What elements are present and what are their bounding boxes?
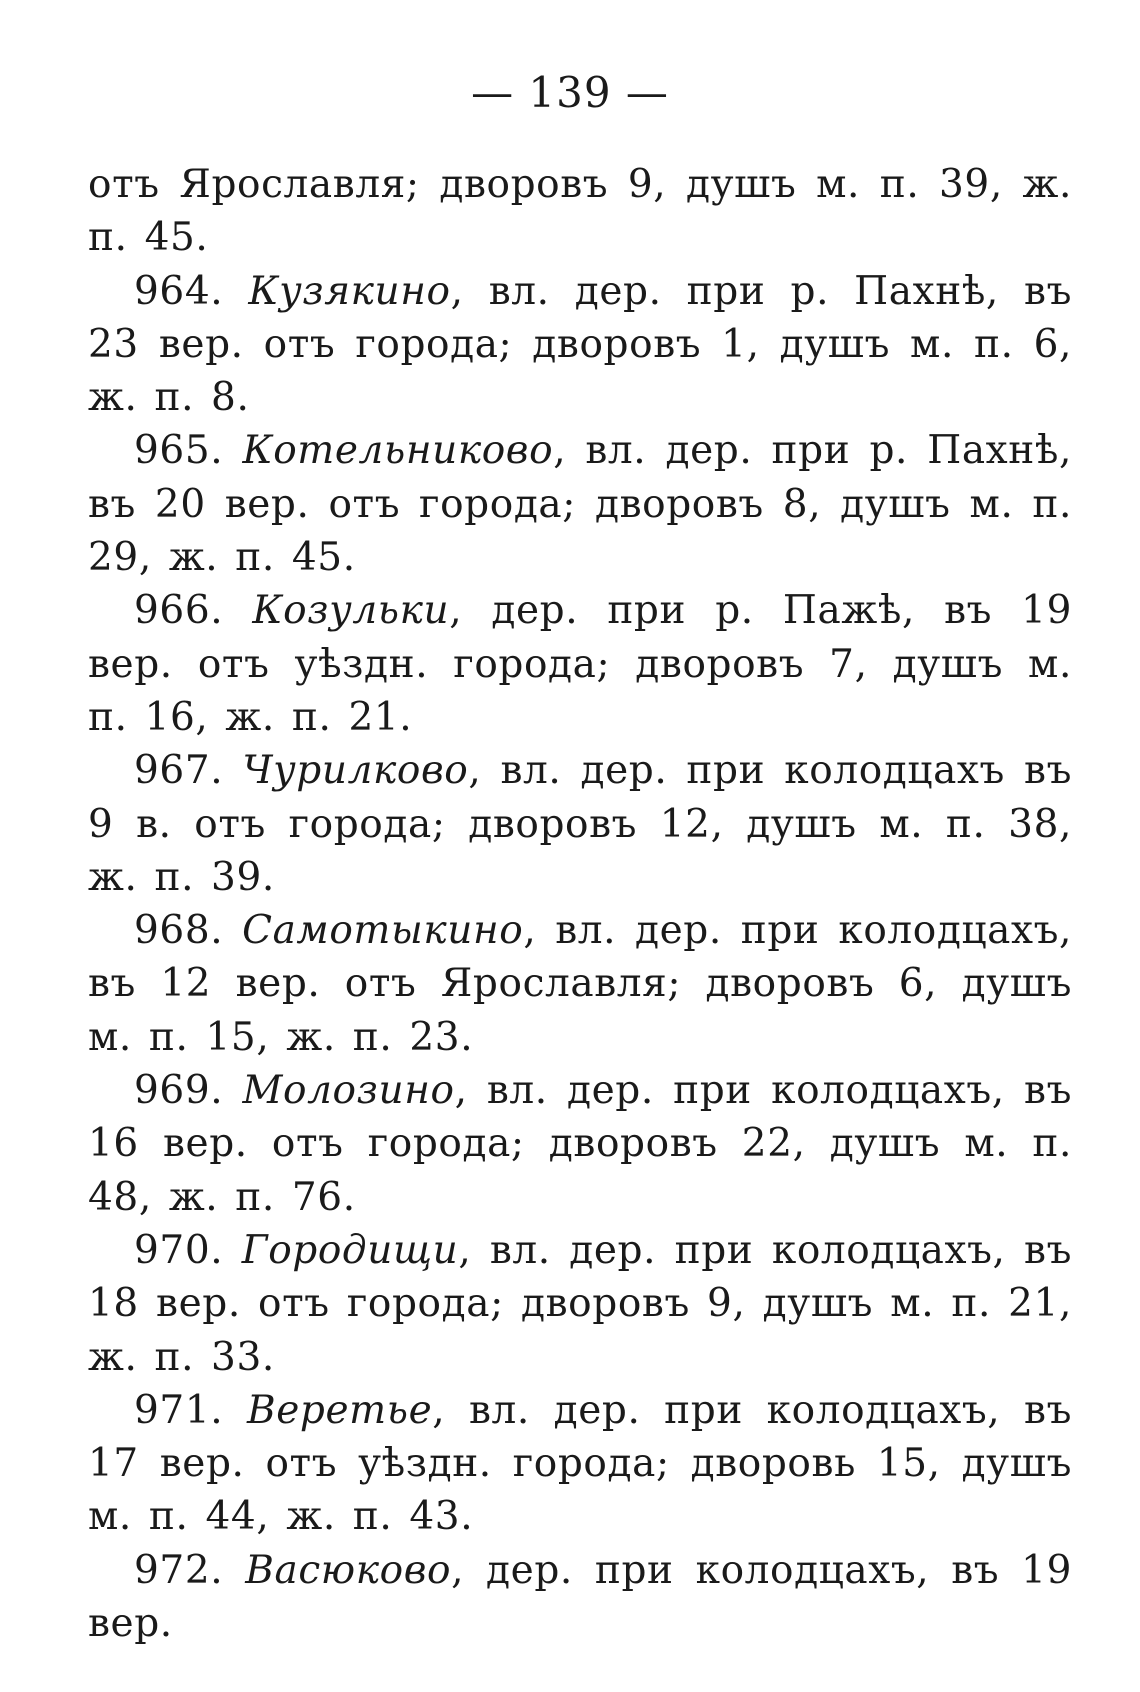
entry-text: , вл. дер. при колодцахъ, въ 17 вер. отъ уѣздн. города; дворовь 15, душъ м. п. 44, ж. п. 43. [88,1387,1072,1540]
entry-965 [88,424,1072,584]
entry-name: Кузякино [248,268,451,314]
entry-text: , вл. дер. при колодцахъ, въ 12 вер. отъ Ярославля; дворовъ 6, душъ м. п. 15, ж. п. 23. [88,908,1073,1060]
entry-text: , дер. при р. Пажѣ, въ 19 вер. отъ уѣздн. города; дворовъ 7, душъ м. п. 16, ж. п. 21. [88,588,1073,740]
entry-text: , вл. дер. при р. Пахнѣ, въ 20 вер. отъ города; дворовъ 8, душъ м. п. 29, ж. п. 45. [88,428,1072,581]
entry-971 [88,1384,1072,1544]
continuation-paragraph [88,158,1072,265]
entry-966 [88,584,1072,744]
entry-970 [88,1224,1072,1384]
entry-name: Котельниково [242,428,554,474]
page-number: — 139 — [471,68,669,117]
entry-name: Веретье [246,1387,433,1433]
entry-text: , вл. дер. при колодцахъ въ 9 в. отъ города; дворовъ 12, душъ м. п. 38, ж. п. 39. [88,748,1072,900]
entry-number: 965. [134,428,224,474]
entry-number: 964. [134,268,224,314]
entry-name: Васюково [245,1547,452,1593]
entry-number: 972. [134,1547,224,1593]
entry-name: Самотыкино [242,908,524,954]
paragraph-text: отъ Ярославля; дворовъ 9, душъ м. п. 39, ж. п. 45. [88,162,1072,261]
entry-969 [88,1064,1072,1224]
entry-964 [88,265,1072,425]
entry-name: Чурилково [242,748,469,794]
entry-text: , вл. дер. при колодцахъ, въ 18 вер. отъ города; дворовъ 9, душъ м. п. 21, ж. п. 33. [88,1227,1072,1380]
entry-number: 966. [134,588,224,634]
entry-number: 971. [134,1387,224,1433]
entry-text: , вл. дер. при колодцахъ, въ 16 вер. отъ города; дворовъ 22, душъ м. п. 48, ж. п. 76. [88,1068,1072,1220]
entry-number: 970. [134,1227,224,1273]
entry-number: 968. [134,908,224,954]
entry-number: 969. [134,1068,224,1114]
entry-967 [88,744,1072,904]
entry-name: Городищи [241,1227,459,1273]
entry-text: , вл. дер. при р. Пахнѣ, въ 23 вер. отъ города; дворовъ 1, душъ м. п. 6, ж. п. 8. [88,268,1072,421]
entry-972 [88,1544,1072,1651]
text-body [88,158,1072,1650]
entry-968 [88,904,1072,1064]
entry-name: Козульки [252,588,450,634]
entry-text: , дер. при колодцахъ, въ 19 вер. [88,1547,1073,1647]
entry-name: Молозино [242,1068,455,1114]
entry-number: 967. [134,748,224,794]
